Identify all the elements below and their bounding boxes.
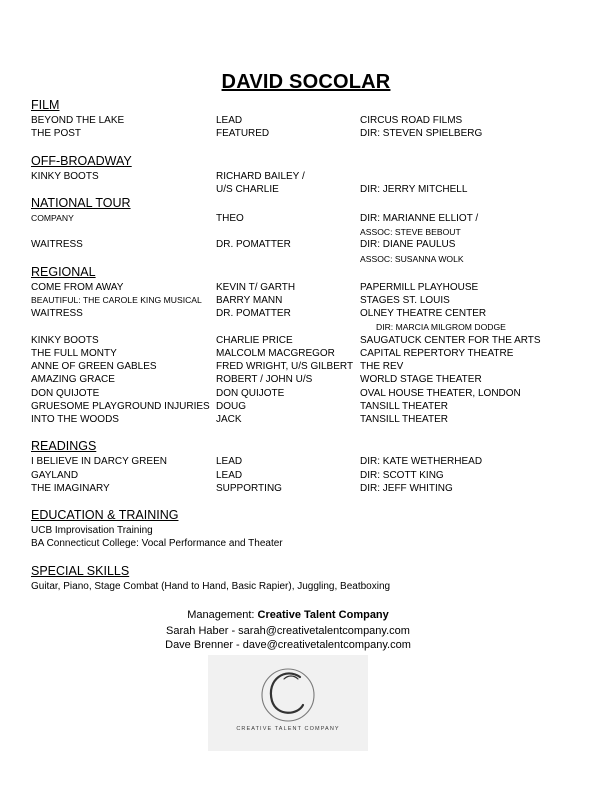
credit-company: PAPERMILL PLAYHOUSE <box>360 282 479 293</box>
logo-c-mark-icon <box>208 655 368 751</box>
credit-title: ANNE OF GREEN GABLES <box>31 361 157 372</box>
education-line: UCB Improvisation Training <box>31 525 153 536</box>
credit-note: ASSOC: STEVE BEBOUT <box>360 227 461 237</box>
credit-row <box>0 361 612 374</box>
credit-company: DIR: MARIANNE ELLIOT / <box>360 213 479 224</box>
credit-row <box>0 348 612 361</box>
credit-company: DIR: STEVEN SPIELBERG <box>360 128 483 139</box>
credit-title: COME FROM AWAY <box>31 282 124 293</box>
credit-role: FRED WRIGHT, U/S GILBERT <box>216 361 354 372</box>
credit-row <box>0 470 612 483</box>
credit-role: RICHARD BAILEY / <box>216 171 305 182</box>
credit-title: AMAZING GRACE <box>31 374 115 385</box>
credit-note: DIR: MARCIA MILGROM DODGE <box>376 322 506 332</box>
credit-title: BEAUTIFUL: THE CAROLE KING MUSICAL <box>31 295 202 305</box>
credit-role: MALCOLM MACGREGOR <box>216 348 335 359</box>
credit-title: COMPANY <box>31 213 74 223</box>
section-heading-film: FILM <box>31 98 60 112</box>
credit-row <box>0 171 612 184</box>
logo-caption: CREATIVE TALENT COMPANY <box>236 726 340 732</box>
credit-role: U/S CHARLIE <box>216 184 279 195</box>
credit-note: ASSOC: SUSANNA WOLK <box>360 254 464 264</box>
credit-role: DOUG <box>216 401 246 412</box>
credit-role: THEO <box>216 213 244 224</box>
credit-row <box>0 483 612 496</box>
education-line: BA Connecticut College: Vocal Performance and Theater <box>31 538 283 549</box>
credit-title: KINKY BOOTS <box>31 171 99 182</box>
section-heading-regional: REGIONAL <box>31 265 96 279</box>
section-heading-off-broadway: OFF-BROADWAY <box>31 154 132 168</box>
credit-row <box>0 388 612 401</box>
credit-role: JACK <box>216 414 242 425</box>
credit-role: KEVIN T/ GARTH <box>216 282 296 293</box>
skills-text: Guitar, Piano, Stage Combat (Hand to Hand, Basic Rapier), Juggling, Beatboxing <box>31 581 391 592</box>
company-logo <box>208 655 368 751</box>
credit-role: DON QUIJOTE <box>216 388 285 399</box>
credit-title: I BELIEVE IN DARCY GREEN <box>31 456 167 467</box>
credit-title: WAITRESS <box>31 239 83 250</box>
credit-row <box>0 335 612 348</box>
credit-row <box>0 239 612 252</box>
section-heading-special-skills: SPECIAL SKILLS <box>31 564 130 578</box>
credit-role: DR. POMATTER <box>216 308 291 319</box>
credit-role: SUPPORTING <box>216 483 282 494</box>
credit-company: DIR: SCOTT KING <box>360 470 444 481</box>
credit-row <box>0 295 612 308</box>
credit-title: THE IMAGINARY <box>31 483 110 494</box>
credit-row <box>0 374 612 387</box>
credit-title: WAITRESS <box>31 308 83 319</box>
credit-row <box>0 213 612 226</box>
credit-company: WORLD STAGE THEATER <box>360 374 482 385</box>
credit-role: ROBERT / JOHN U/S <box>216 374 313 385</box>
management-company: Creative Talent Company <box>257 609 389 621</box>
credit-company: TANSILL THEATER <box>360 401 448 412</box>
credit-company: STAGES ST. LOUIS <box>360 295 450 306</box>
credit-company: OVAL HOUSE THEATER, LONDON <box>360 388 521 399</box>
section-heading-education: EDUCATION & TRAINING <box>31 508 179 522</box>
credit-role: DR. POMATTER <box>216 239 291 250</box>
credit-title: THE FULL MONTY <box>31 348 117 359</box>
credit-company: THE REV <box>360 361 404 372</box>
credit-role: LEAD <box>216 115 243 126</box>
credit-company: CIRCUS ROAD FILMS <box>360 115 463 126</box>
credit-role: CHARLIE PRICE <box>216 335 293 346</box>
credit-company: DIR: KATE WETHERHEAD <box>360 456 483 467</box>
credit-company: SAUGATUCK CENTER FOR THE ARTS <box>360 335 541 346</box>
credit-title: KINKY BOOTS <box>31 335 99 346</box>
section-heading-readings: READINGS <box>31 439 97 453</box>
credit-row <box>0 128 612 141</box>
management-contact: Dave Brenner - dave@creativetalentcompany.com <box>165 639 411 651</box>
credit-row <box>0 308 612 321</box>
credit-company: DIR: DIANE PAULUS <box>360 239 456 250</box>
credit-row <box>0 115 612 128</box>
credit-row <box>0 401 612 414</box>
credit-title: GAYLAND <box>31 470 79 481</box>
credit-company: TANSILL THEATER <box>360 414 448 425</box>
credit-company: DIR: JEFF WHITING <box>360 483 453 494</box>
credit-row <box>0 456 612 469</box>
credit-role: LEAD <box>216 470 243 481</box>
management-contact: Sarah Haber - sarah@creativetalentcompany.com <box>166 625 410 637</box>
credit-title: INTO THE WOODS <box>31 414 119 425</box>
credit-title: DON QUIJOTE <box>31 388 100 399</box>
management-label: Management: <box>187 609 258 621</box>
credit-role: FEATURED <box>216 128 270 139</box>
credit-role: LEAD <box>216 456 243 467</box>
performer-name: DAVID SOCOLAR <box>221 71 391 93</box>
credit-title: THE POST <box>31 128 82 139</box>
credit-title: GRUESOME PLAYGROUND INJURIES <box>31 401 210 412</box>
credit-role: BARRY MANN <box>216 295 283 306</box>
credit-row <box>0 282 612 295</box>
credit-company: OLNEY THEATRE CENTER <box>360 308 487 319</box>
management-line <box>0 609 576 621</box>
credit-row <box>0 414 612 427</box>
section-heading-national-tour: NATIONAL TOUR <box>31 196 131 210</box>
credit-company: DIR: JERRY MITCHELL <box>360 184 468 195</box>
credit-title: BEYOND THE LAKE <box>31 115 125 126</box>
credit-company: CAPITAL REPERTORY THEATRE <box>360 348 514 359</box>
